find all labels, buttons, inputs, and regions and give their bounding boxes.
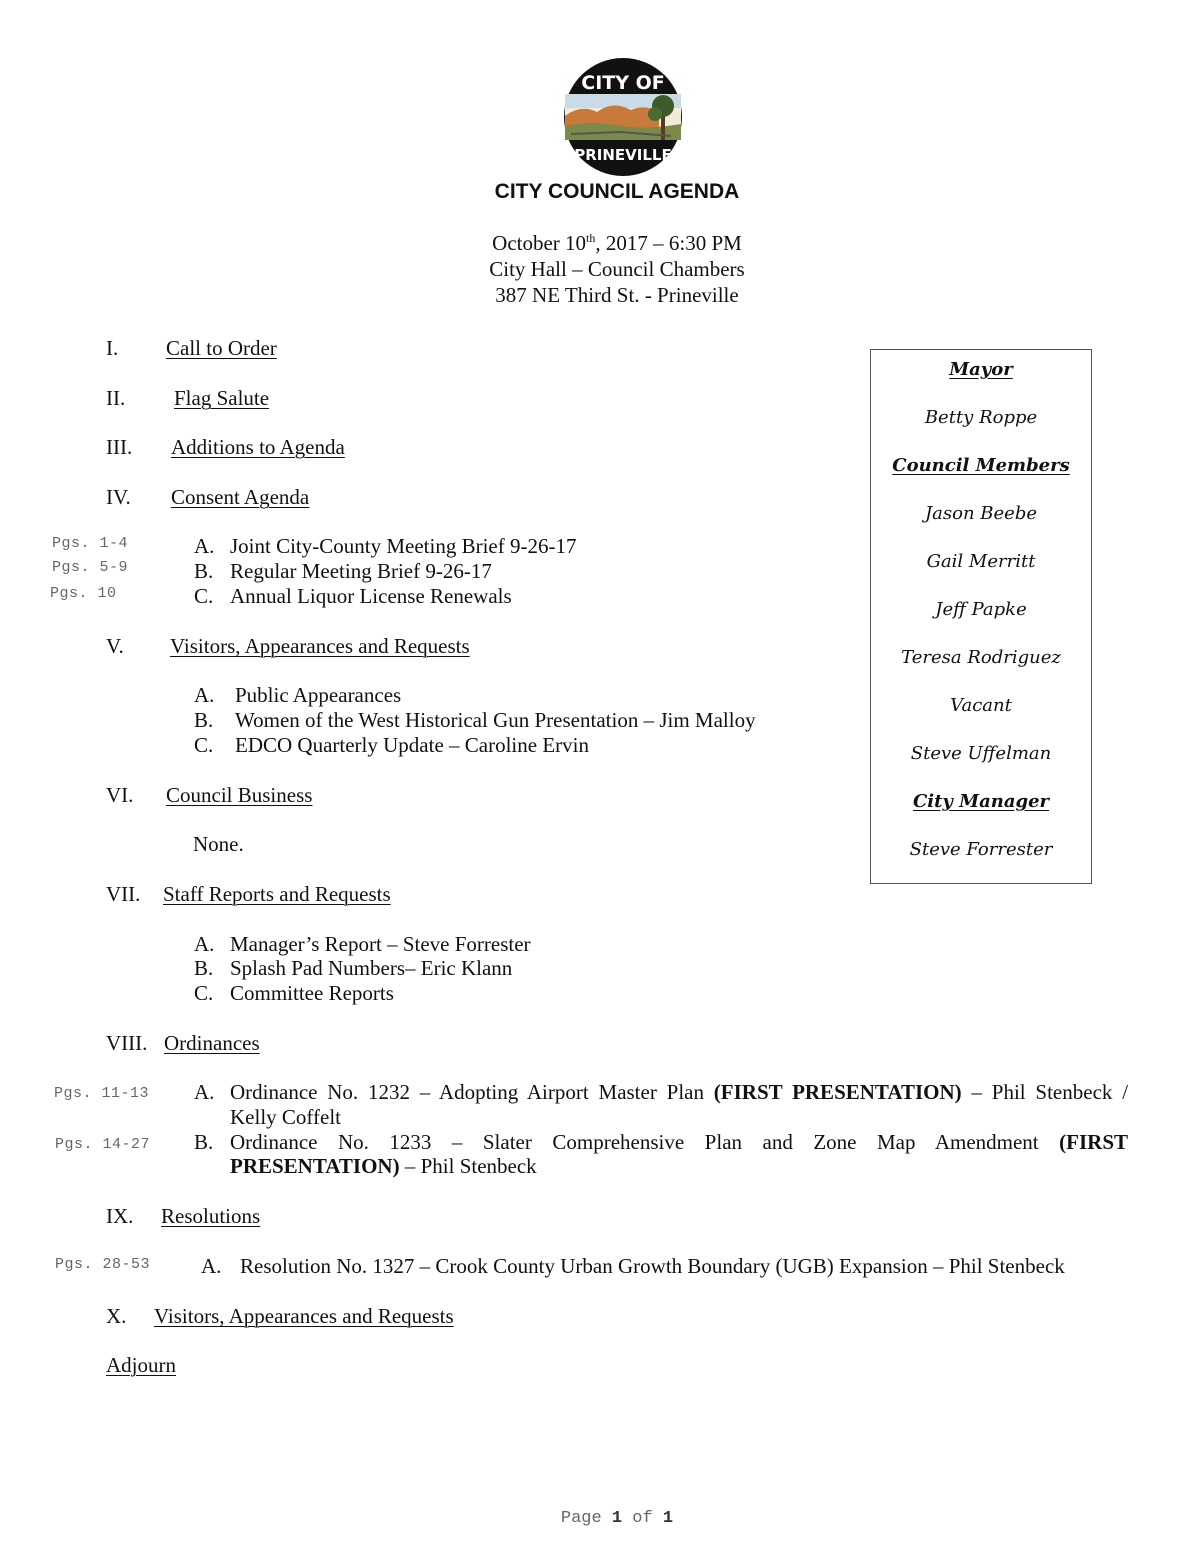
agenda-item-continuation: Kelly Coffelt	[230, 1105, 342, 1129]
council-member-name: Teresa Rodriguez	[901, 647, 1061, 668]
council-members-heading: Council Members	[892, 455, 1070, 476]
agenda-item: Annual Liquor License Renewals	[230, 584, 512, 608]
item-letter: C.	[194, 981, 214, 1005]
item-letter: A.	[201, 1254, 222, 1278]
section-title-call-to-order: Call to Order	[166, 336, 277, 360]
svg-text:PRINEVILLE: PRINEVILLE	[574, 146, 672, 164]
page-reference: Pgs. 28-53	[55, 1256, 151, 1273]
section-title-consent-agenda: Consent Agenda	[171, 485, 310, 509]
agenda-item: Manager’s Report – Steve Forrester	[230, 932, 531, 956]
meeting-location: City Hall – Council Chambers	[489, 257, 745, 281]
page-reference: Pgs. 10	[50, 585, 117, 602]
council-member-name: Jeff Papke	[935, 599, 1027, 620]
agenda-item: Ordinance No. 1233 – Slater Comprehensive Plan and Zone Map Amendment (FIRST	[230, 1130, 1129, 1154]
section-number: X.	[106, 1304, 127, 1328]
section-number: VII.	[106, 882, 141, 906]
section-title-additions: Additions to Agenda	[171, 435, 345, 459]
section-title-resolutions: Resolutions	[161, 1204, 261, 1228]
page-reference: Pgs. 5-9	[52, 559, 129, 576]
council-member-name: Gail Merritt	[926, 551, 1036, 572]
adjourn-heading: Adjourn	[106, 1353, 176, 1377]
section-title-visitors-2: Visitors, Appearances and Requests	[154, 1304, 454, 1328]
item-letter: C.	[194, 584, 214, 608]
section-number: IX.	[106, 1204, 134, 1228]
city-manager-name: Steve Forrester	[909, 839, 1053, 860]
city-of-prineville-logo	[561, 56, 685, 178]
section-number: VI.	[106, 783, 134, 807]
agenda-item: Joint City-County Meeting Brief 9-26-17	[230, 534, 577, 558]
council-member-name: Steve Uffelman	[910, 743, 1052, 764]
item-letter: A.	[194, 534, 215, 558]
council-members-box	[870, 349, 1092, 884]
city-manager-heading: City Manager	[912, 791, 1050, 812]
item-letter: A.	[194, 932, 215, 956]
section-number: III.	[106, 435, 133, 459]
agenda-item: Committee Reports	[230, 981, 394, 1005]
item-letter: A.	[194, 683, 215, 707]
meeting-address: 387 NE Third St. - Prineville	[495, 283, 739, 307]
section-number: I.	[106, 336, 119, 360]
agenda-item: Public Appearances	[235, 683, 402, 707]
agenda-item: Resolution No. 1327 – Crook County Urban Growth Boundary (UGB) Expansion – Phil Stenbeck	[240, 1254, 1065, 1278]
meeting-date: October 10th, 2017 – 6:30 PM	[492, 231, 742, 255]
page-title: CITY COUNCIL AGENDA	[494, 180, 740, 203]
item-letter: A.	[194, 1080, 215, 1104]
svg-text:CITY OF: CITY OF	[581, 72, 665, 94]
council-member-name: Jason Beebe	[924, 503, 1038, 524]
page-reference: Pgs. 1-4	[52, 535, 129, 552]
section-number: VIII.	[106, 1031, 148, 1055]
section-number: IV.	[106, 485, 131, 509]
section-title-council-business: Council Business	[166, 783, 313, 807]
section-title-ordinances: Ordinances	[164, 1031, 260, 1055]
mayor-name: Betty Roppe	[924, 407, 1038, 428]
page-reference: Pgs. 11-13	[54, 1085, 150, 1102]
agenda-item: Regular Meeting Brief 9-26-17	[230, 559, 492, 583]
item-letter: B.	[194, 956, 214, 980]
mayor-heading: Mayor	[949, 359, 1013, 380]
agenda-item: Ordinance No. 1232 – Adopting Airport Master Plan (FIRST PRESENTATION) – Phil Stenbeck /	[230, 1080, 1129, 1104]
section-title-visitors: Visitors, Appearances and Requests	[170, 634, 470, 658]
section-note: None.	[193, 832, 244, 856]
agenda-item: EDCO Quarterly Update – Caroline Ervin	[235, 733, 589, 757]
section-number: V.	[106, 634, 124, 658]
page-reference: Pgs. 14-27	[55, 1136, 151, 1153]
agenda-item: Women of the West Historical Gun Presentation – Jim Malloy	[235, 708, 756, 732]
item-letter: B.	[194, 708, 214, 732]
agenda-item-continuation: PRESENTATION) – Phil Stenbeck	[230, 1154, 537, 1178]
section-number: II.	[106, 386, 126, 410]
page-footer: Page 1 of 1	[560, 1509, 674, 1528]
agenda-item: Splash Pad Numbers– Eric Klann	[230, 956, 513, 980]
item-letter: C.	[194, 733, 214, 757]
item-letter: B.	[194, 559, 214, 583]
item-letter: B.	[194, 1130, 214, 1154]
council-member-name: Vacant	[950, 695, 1012, 716]
section-title-staff-reports: Staff Reports and Requests	[163, 882, 391, 906]
section-title-flag-salute: Flag Salute	[174, 386, 270, 410]
